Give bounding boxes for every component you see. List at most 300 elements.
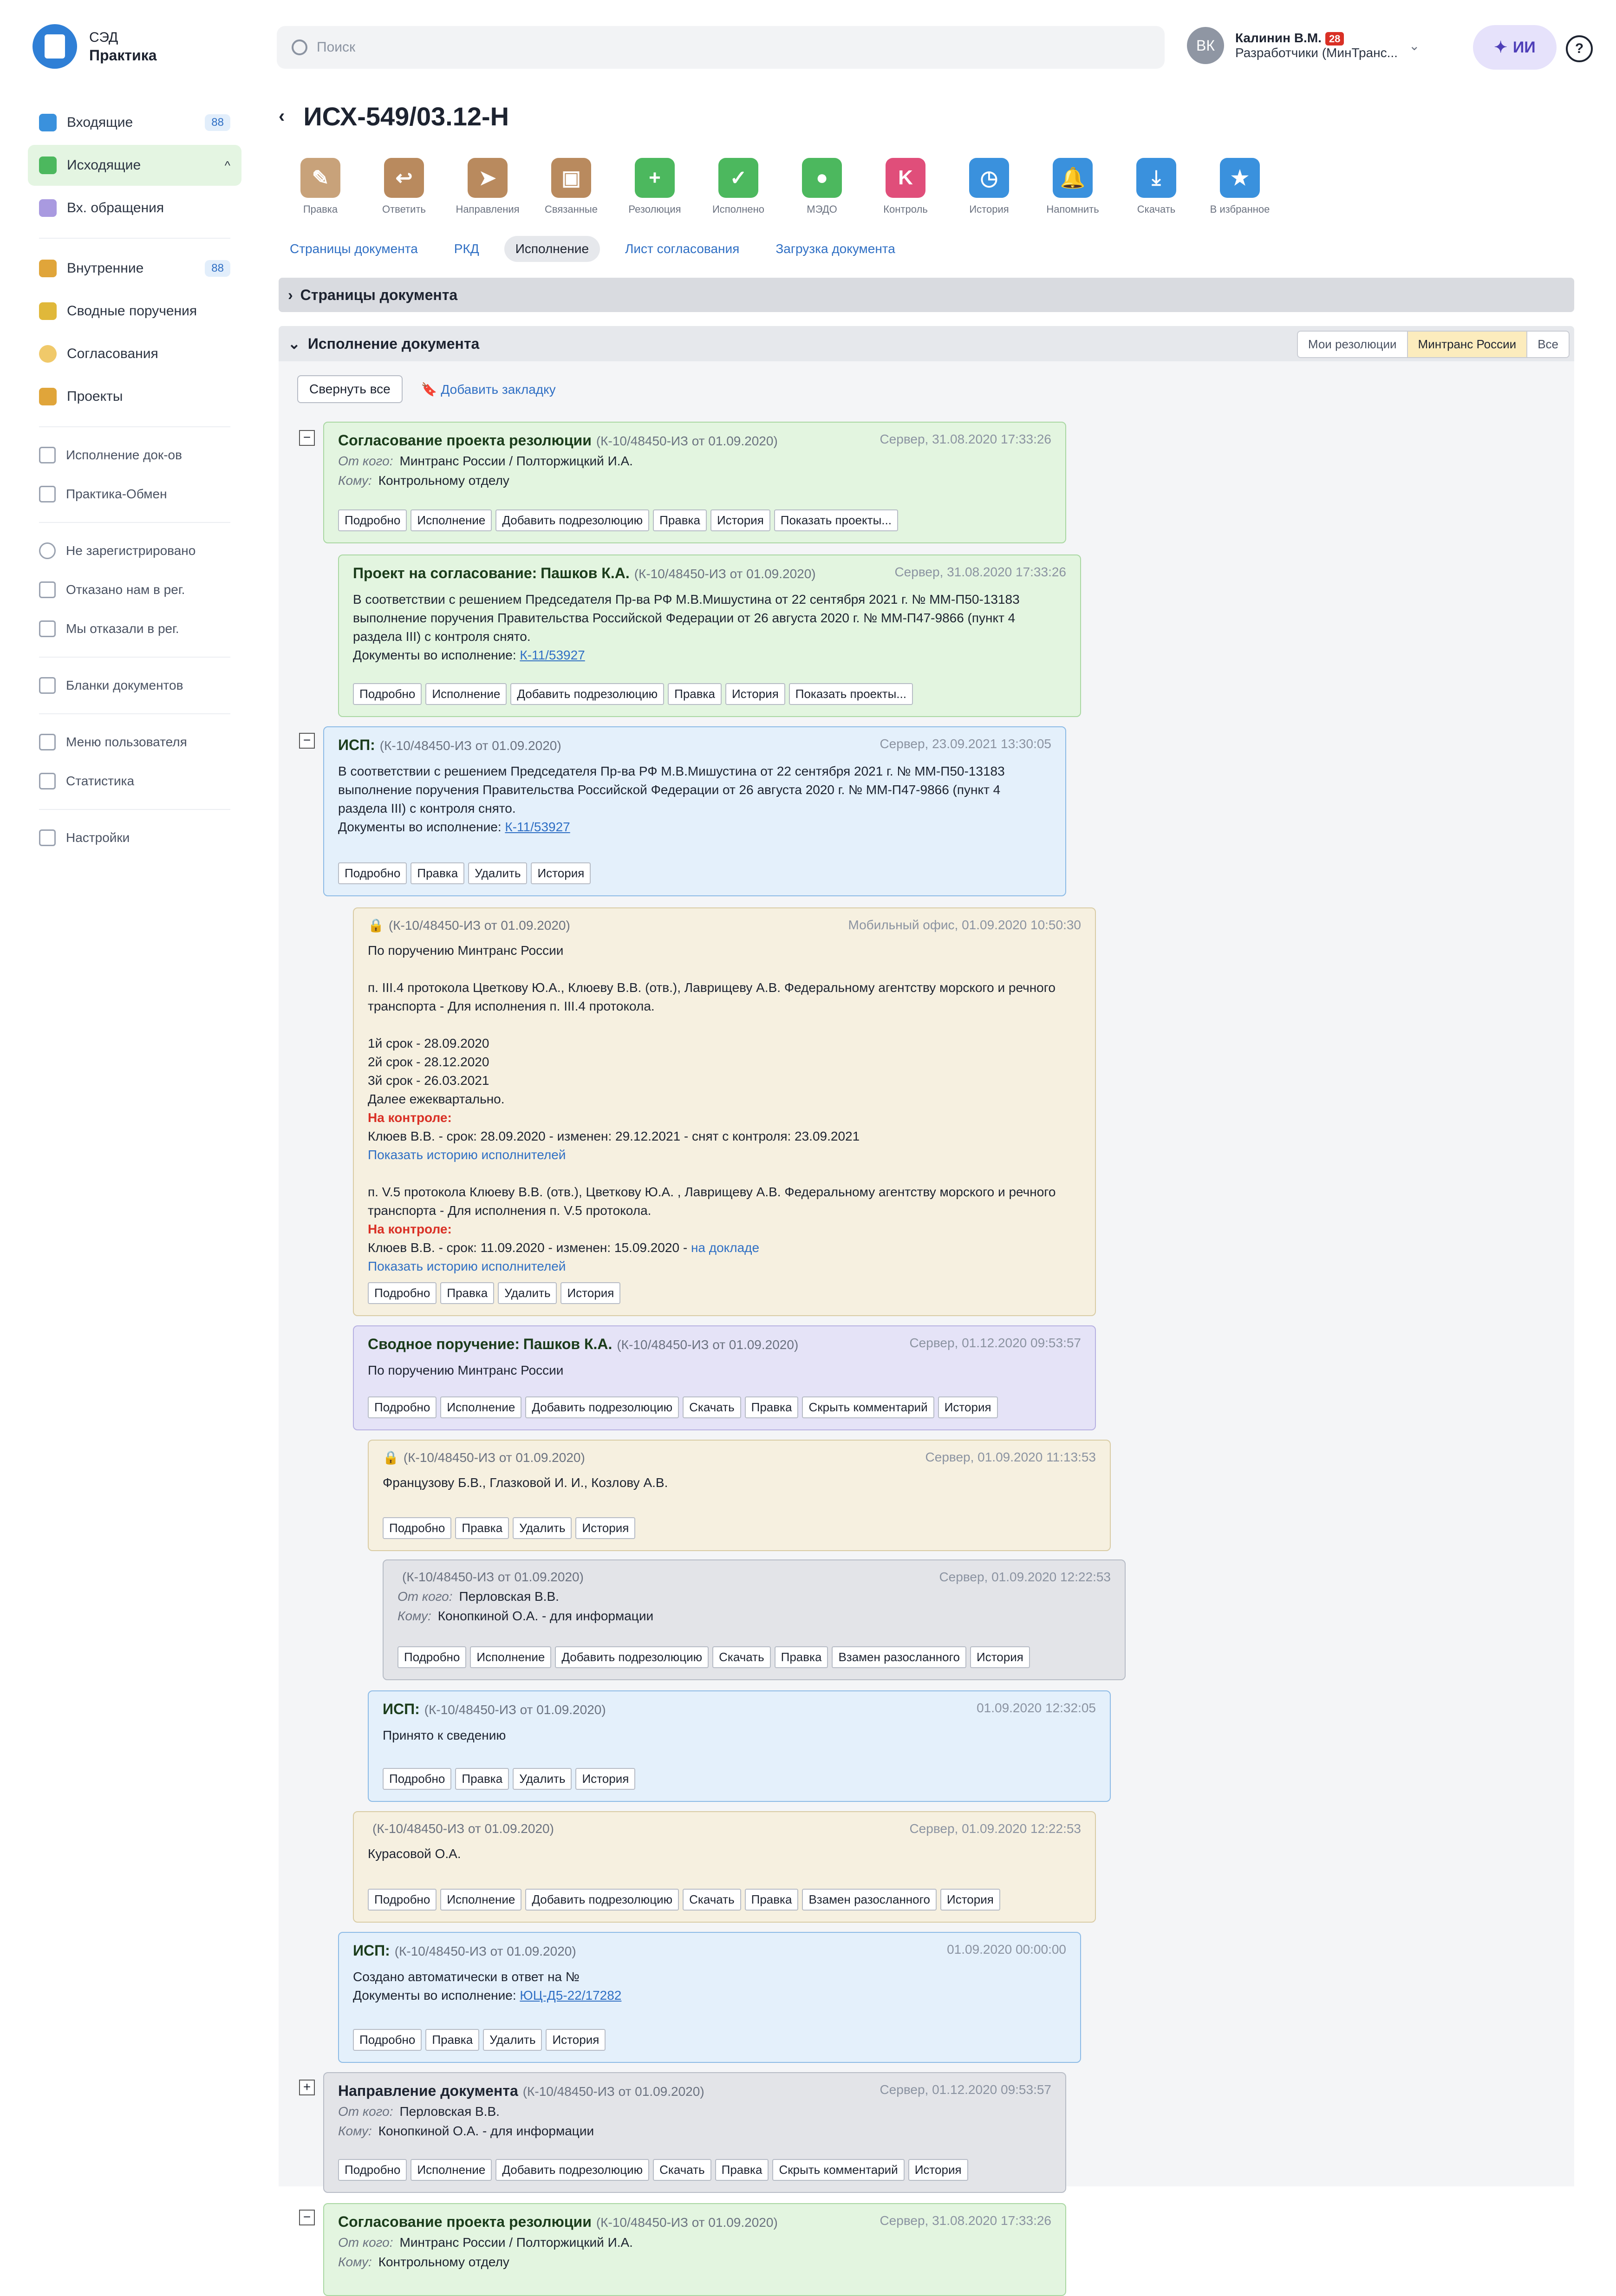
back-icon[interactable]: ‹ [279, 105, 285, 126]
search-input[interactable] [277, 26, 1165, 69]
card-title: ИСП: [353, 1942, 390, 1959]
resolution-filter [1297, 331, 1570, 358]
from-value: Перловская В.В. [399, 2104, 500, 2119]
to-value: Конопкиной О.А. - для информации [378, 2124, 594, 2138]
card-action-button[interactable]: Взамен разосланного [802, 1889, 937, 1911]
tool-label: Скачать [1137, 203, 1176, 215]
divider [39, 426, 230, 427]
doc-link[interactable]: К-11/53927 [505, 820, 570, 834]
card-action-button[interactable]: Исполнение [470, 1646, 551, 1668]
card-number: (К-10/48450-ИЗ от 01.09.2020) [634, 567, 816, 581]
bookmark-icon: 🔖 [421, 382, 441, 397]
card-number: (К-10/48450-ИЗ от 01.09.2020) [617, 1337, 799, 1352]
tool-label: Ответить [382, 203, 426, 215]
status-link[interactable]: на докладе [691, 1240, 760, 1255]
clock-icon [39, 542, 56, 559]
tool-icon: ◷ [969, 158, 1009, 198]
card-action-button[interactable]: Правка [425, 2029, 479, 2051]
card-action-button[interactable]: Удалить [513, 1517, 572, 1539]
person-icon [39, 199, 57, 217]
card-actions [338, 509, 898, 531]
sparkle-icon: ✦ [1494, 39, 1507, 56]
tool-icon: ➤ [468, 158, 508, 198]
card-direction [383, 1559, 1126, 1680]
divider [39, 809, 230, 810]
card-actions [353, 683, 913, 705]
card-text: 2й срок - 28.12.2020 [368, 1055, 489, 1069]
card-time: Сервер, 01.12.2020 09:53:57 [880, 2082, 1051, 2097]
tool-label: Резолюция [628, 203, 681, 215]
card-action-button[interactable]: Скачать [653, 2159, 711, 2181]
avatar: ВК [1187, 27, 1224, 64]
card-action-button[interactable]: История [938, 1396, 998, 1418]
tool-label: Исполнено [712, 203, 765, 215]
tool-4[interactable] [613, 158, 697, 215]
doc-link[interactable]: К-11/53927 [520, 648, 585, 662]
sidebar-item-we-refused[interactable] [28, 610, 241, 647]
section-title: Страницы документа [300, 286, 458, 303]
help-icon[interactable]: ? [1566, 35, 1593, 62]
card-title: Согласование проекта резолюции [338, 2213, 592, 2230]
card-action-button[interactable]: История [710, 509, 770, 531]
lock-icon: 🔒 [383, 1450, 399, 1465]
card-action-button[interactable]: Скачать [683, 1889, 741, 1911]
card-action-button[interactable]: Удалить [513, 1768, 572, 1790]
card-number: (К-10/48450-ИЗ от 01.09.2020) [402, 1570, 584, 1584]
card-action-button[interactable]: Подробно [338, 862, 407, 884]
sidebar-item-label: Меню пользователя [66, 735, 187, 749]
card-action-button[interactable]: Подробно [383, 1768, 451, 1790]
to-value: Контрольному отделу [378, 473, 509, 488]
tool-label: Правка [303, 203, 338, 215]
card-title: Сводное поручение: [368, 1336, 520, 1352]
field-label: Кому: [338, 2124, 372, 2138]
card-actions [368, 1889, 1000, 1911]
tool-label: Связанные [545, 203, 598, 215]
control-label: На контроле: [368, 1110, 452, 1125]
card-action-button[interactable]: Исполнение [440, 1889, 521, 1911]
sidebar-item-forms[interactable] [28, 667, 241, 704]
collapse-all-button[interactable]: Свернуть все [297, 375, 403, 403]
card-time: Сервер, 23.09.2021 13:30:05 [880, 737, 1051, 751]
tool-9[interactable] [1031, 158, 1114, 215]
card-kurasova [353, 1811, 1096, 1923]
chevron-down-icon[interactable]: ⌄ [288, 335, 300, 352]
notification-badge: 28 [1325, 32, 1344, 46]
card-body: В соответствии с решением Председателя Пр-ва РФ М.В.Мишустина от 22 сентября 2021 г. № ММ-П50-13183 выполнение поручения Правительства Российской Федерации от 26 августа 2020 г. № ММ-П47-9866 (пункт 4 раздела III) с контроля снято. [338, 764, 1005, 815]
sidebar-item-label: Сводные поручения [67, 303, 197, 319]
card-action-button[interactable]: Правка [775, 1646, 828, 1668]
card-number: (К-10/48450-ИЗ от 01.09.2020) [596, 2215, 778, 2230]
sidebar-item-user-menu[interactable] [28, 724, 241, 761]
card-text: Клюев В.В. - срок: 28.09.2020 - изменен: 29.12.2021 - снят с контроля: 23.09.2021 [368, 1129, 860, 1143]
card-number: (К-10/48450-ИЗ от 01.09.2020) [403, 1450, 585, 1465]
card-action-button[interactable]: Исполнение [411, 2159, 492, 2181]
card-action-button[interactable]: Добавить подрезолюцию [495, 2159, 649, 2181]
card-body: В соответствии с решением Председателя Пр-ва РФ М.В.Мишустина от 22 сентября 2021 г. № ММ-П50-13183 выполнение поручения Правительства Российской Федерации от 26 августа 2020 г. № ММ-П47-9866 (пункт 4 раздела III) с контроля снято. [353, 592, 1020, 644]
tool-icon: ✎ [300, 158, 340, 198]
card-isp-auto [338, 1932, 1081, 2063]
tool-6[interactable] [780, 158, 864, 215]
field-label: Документы во исполнение: [338, 820, 502, 834]
card-number: (К-10/48450-ИЗ от 01.09.2020) [379, 738, 561, 753]
sidebar-nav [28, 102, 241, 858]
sidebar-item-summary[interactable] [28, 291, 241, 332]
field-label: Кому: [338, 473, 372, 488]
doc-header [279, 93, 1574, 139]
main-content [279, 93, 1574, 2269]
form-icon [39, 677, 56, 694]
tool-7[interactable] [864, 158, 947, 215]
card-text: По поручению Минтранс России [368, 943, 564, 958]
filter-my[interactable]: Мои резолюции [1298, 332, 1408, 357]
card-action-button[interactable]: История [560, 1282, 620, 1304]
refuse-icon [39, 581, 56, 598]
section-pages[interactable] [279, 278, 1574, 312]
pencil-icon [39, 388, 57, 405]
card-action-button[interactable]: Скрыть комментарий [802, 1396, 934, 1418]
card-time: Мобильный офис, 01.09.2020 10:50:30 [848, 918, 1081, 932]
user-role: Разработчики (МинТранс... [1235, 46, 1398, 60]
card-isp [323, 726, 1066, 896]
card-action-button[interactable]: Правка [440, 1282, 494, 1304]
tool-icon: ✓ [718, 158, 758, 198]
tool-label: История [969, 203, 1009, 215]
divider [39, 657, 230, 658]
card-time: Сервер, 31.08.2020 17:33:26 [880, 432, 1051, 446]
card-body: Создано автоматически в ответ на № [353, 1970, 580, 1984]
from-value: Минтранс России / Полторжицкий И.А. [399, 454, 633, 468]
sidebar-item-label: Исходящие [67, 157, 141, 173]
user-info [1235, 31, 1398, 60]
refuse-icon [39, 620, 56, 637]
sidebar-item-label: Проекты [67, 389, 123, 404]
card-action-button[interactable]: Правка [745, 1396, 799, 1418]
card-title: Направление документа [338, 2082, 518, 2099]
card-action-button[interactable]: Добавить подрезолюцию [510, 683, 664, 705]
card-text: 1й срок - 28.09.2020 [368, 1036, 489, 1050]
tool-11[interactable] [1198, 158, 1282, 215]
card-action-button[interactable]: Показать проекты... [789, 683, 913, 705]
card-action-button[interactable]: Правка [745, 1889, 799, 1911]
card-summary-order [353, 1325, 1096, 1430]
sidebar-item-stats[interactable] [28, 763, 241, 800]
card-time: Сервер, 31.08.2020 17:33:26 [894, 565, 1066, 579]
card-approval [323, 422, 1066, 543]
history-link[interactable]: Показать историю исполнителей [368, 1148, 566, 1162]
expand-toggle[interactable]: + [299, 2080, 315, 2095]
card-number: (К-10/48450-ИЗ от 01.09.2020) [424, 1702, 606, 1717]
card-action-button[interactable]: Исполнение [411, 509, 492, 531]
card-action-button[interactable]: История [970, 1646, 1030, 1668]
to-value: Контрольному отделу [378, 2255, 509, 2269]
check-icon [39, 345, 57, 363]
card-approval-2 [323, 2203, 1066, 2296]
tool-icon: ★ [1220, 158, 1260, 198]
card-actions [368, 1282, 620, 1304]
doc-link[interactable]: ЮЦ-Д5-22/17282 [520, 1988, 622, 2002]
sidebar-item-execution[interactable] [28, 437, 241, 474]
card-author: Пашков К.А. [541, 565, 630, 581]
card-time: Сервер, 31.08.2020 17:33:26 [880, 2213, 1051, 2228]
card-document-direction [323, 2072, 1066, 2193]
sidebar-item-exchange[interactable] [28, 476, 241, 513]
card-action-button[interactable]: Взамен разосланного [832, 1646, 966, 1668]
from-value: Перловская В.В. [459, 1589, 559, 1604]
card-action-button[interactable]: Правка [653, 509, 707, 531]
sidebar-item-internal[interactable] [28, 248, 241, 289]
section-execution [279, 326, 1574, 361]
divider [39, 713, 230, 714]
card-body: Французову Б.В., Глазковой И. И., Козлову А.В. [383, 1475, 668, 1490]
card-action-button[interactable]: История [575, 1517, 635, 1539]
outgoing-icon [39, 157, 57, 174]
filter-all[interactable]: Все [1527, 332, 1569, 357]
card-actions [338, 862, 591, 884]
sidebar-item-label: Согласования [67, 346, 158, 361]
card-action-button[interactable]: История [531, 862, 591, 884]
tree-controls [297, 375, 1574, 403]
card-time: 01.09.2020 00:00:00 [947, 1942, 1066, 1957]
field-label: От кого: [338, 454, 393, 468]
card-action-button[interactable]: Добавить подрезолюцию [495, 509, 649, 531]
history-link[interactable]: Показать историю исполнителей [368, 1259, 566, 1273]
tool-label: В избранное [1210, 203, 1270, 215]
card-action-button[interactable]: Скачать [683, 1396, 741, 1418]
card-resolution [353, 907, 1096, 1316]
top-bar [277, 24, 1596, 71]
card-text: Клюев В.В. - срок: 11.09.2020 - изменен: 15.09.2020 - [368, 1240, 688, 1255]
sidebar-item-outgoing[interactable] [28, 145, 241, 186]
lock-icon: 🔒 [368, 918, 384, 933]
count-badge: 88 [205, 114, 230, 131]
count-badge: 88 [205, 260, 230, 277]
tool-icon: K [886, 158, 925, 198]
field-label: Документы во исполнение: [353, 648, 516, 662]
field-label: Кому: [338, 2255, 372, 2269]
control-label: На контроле: [368, 1222, 452, 1236]
sidebar-item-appeals[interactable] [28, 188, 241, 228]
card-action-button[interactable]: Удалить [498, 1282, 557, 1304]
tool-label: Направления [456, 203, 520, 215]
sidebar-item-label: Не зарегистрировано [66, 543, 196, 558]
card-text: 3й срок - 26.03.2021 [368, 1073, 489, 1088]
tab-execution[interactable]: Исполнение [504, 236, 600, 262]
sidebar-item-label: Внутренние [67, 261, 144, 276]
tool-icon: ↩ [384, 158, 424, 198]
chevron-down-icon[interactable]: ⌄ [1408, 38, 1420, 53]
sidebar-item-refused-us[interactable] [28, 571, 241, 608]
card-number: (К-10/48450-ИЗ от 01.09.2020) [522, 2084, 704, 2099]
card-action-button[interactable]: История [546, 2029, 606, 2051]
card-actions [397, 1646, 1030, 1668]
filter-ministry[interactable]: Минтранс России [1408, 332, 1528, 357]
card-actions [383, 1768, 635, 1790]
card-action-button[interactable]: Показать проекты... [774, 509, 898, 531]
tool-label: Контроль [883, 203, 928, 215]
card-action-button[interactable]: Подробно [368, 1396, 437, 1418]
card-actions [368, 1396, 998, 1418]
doc-toolbar [279, 158, 1574, 215]
user-menu[interactable] [1187, 27, 1420, 64]
chevron-right-icon: › [288, 286, 293, 303]
tool-label: Напомнить [1046, 203, 1099, 215]
card-action-button[interactable]: Подробно [368, 1889, 437, 1911]
card-action-button[interactable]: Скачать [712, 1646, 771, 1668]
card-action-button[interactable]: Добавить подрезолюцию [555, 1646, 709, 1668]
card-time: 01.09.2020 12:32:05 [977, 1701, 1096, 1715]
card-project [338, 554, 1081, 717]
from-value: Минтранс России / Полторжицкий И.А. [399, 2235, 633, 2250]
tool-0[interactable] [279, 158, 362, 215]
field-label: Кому: [397, 1609, 431, 1623]
card-action-button[interactable]: Подробно [338, 2159, 407, 2181]
sidebar-item-settings[interactable] [28, 819, 241, 856]
card-body: Принято к сведению [383, 1728, 506, 1742]
card-action-button[interactable]: Правка [715, 2159, 769, 2181]
sidebar-item-label: Вх. обращения [67, 200, 164, 215]
collapse-toggle[interactable]: − [299, 2210, 315, 2225]
tool-5[interactable] [697, 158, 780, 215]
card-action-button[interactable]: Подробно [383, 1517, 451, 1539]
collapse-toggle[interactable]: − [299, 430, 315, 446]
inbox-icon [39, 114, 57, 131]
sidebar-item-label: Мы отказали в рег. [66, 621, 179, 636]
collapse-toggle[interactable]: − [299, 733, 315, 749]
settings-icon [39, 829, 56, 846]
field-label: Документы во исполнение: [353, 1988, 516, 2002]
card-action-button[interactable]: Подробно [353, 2029, 422, 2051]
card-action-button[interactable]: Добавить подрезолюцию [525, 1889, 679, 1911]
card-number: (К-10/48450-ИЗ от 01.09.2020) [596, 434, 778, 448]
card-text: п. III.4 протокола Цветкову Ю.А., Клюеву В.В. (отв.), Лаврищеву А.В. Федеральному агентству морского и речного транспорта - Для исполнения п. III.4 протокола. [368, 980, 1056, 1013]
tool-1[interactable] [362, 158, 446, 215]
card-isp-accepted [368, 1690, 1111, 1802]
card-body: По поручению Минтранс России [368, 1363, 564, 1377]
sidebar-item-label: Входящие [67, 115, 133, 130]
tool-2[interactable] [446, 158, 529, 215]
card-action-button[interactable]: Подробно [338, 509, 407, 531]
doc-tabs [279, 234, 1574, 264]
card-action-button[interactable]: Правка [411, 862, 464, 884]
card-time: Сервер, 01.12.2020 09:53:57 [909, 1336, 1081, 1350]
refresh-icon [39, 260, 57, 277]
to-value: Конопкиной О.А. - для информации [437, 1609, 654, 1623]
user-name: Калинин В.М. 28 [1235, 31, 1398, 46]
tool-3[interactable] [529, 158, 613, 215]
sidebar-item-label: Статистика [66, 774, 135, 788]
exchange-icon [39, 486, 56, 502]
card-sub-resolution [368, 1440, 1111, 1551]
sidebar [0, 0, 260, 2285]
sidebar-item-inbox[interactable] [28, 102, 241, 143]
tool-icon: 🔔 [1053, 158, 1093, 198]
tool-10[interactable] [1114, 158, 1198, 215]
divider [39, 522, 230, 523]
card-action-button[interactable]: Подробно [353, 683, 422, 705]
tab-upload[interactable]: Загрузка документа [775, 241, 895, 256]
card-action-button[interactable]: Скрыть комментарий [772, 2159, 904, 2181]
card-action-button[interactable]: История [908, 2159, 968, 2181]
tool-icon: ● [802, 158, 842, 198]
merge-icon [39, 302, 57, 320]
chart-icon [39, 773, 56, 789]
card-number: (К-10/48450-ИЗ от 01.09.2020) [388, 918, 570, 933]
tab-approval-sheet[interactable]: Лист согласования [625, 241, 740, 256]
execution-tree [279, 361, 1574, 2269]
app-name: СЭД Практика [89, 30, 157, 64]
card-author: Пашков К.А. [523, 1336, 613, 1352]
card-action-button[interactable]: Исполнение [440, 1396, 521, 1418]
logo-icon [33, 24, 77, 69]
card-action-button[interactable]: Правка [455, 1517, 509, 1539]
card-text: п. V.5 протокола Клюеву В.В. (отв.), Цветкову Ю.А. , Лаврищеву А.В. Федеральному агентству морского и речного транспорта - Для исполнения п. V.5 протокола. [368, 1185, 1056, 1218]
tool-label: МЭДО [807, 203, 837, 215]
card-action-button[interactable]: Подробно [397, 1646, 466, 1668]
card-action-button[interactable]: Правка [668, 683, 722, 705]
tool-8[interactable] [947, 158, 1031, 215]
sidebar-item-projects[interactable] [28, 376, 241, 417]
section-title: Исполнение документа [307, 335, 480, 352]
card-time: Сервер, 01.09.2020 12:22:53 [939, 1570, 1111, 1584]
field-label: От кого: [338, 2104, 393, 2119]
tool-icon: + [635, 158, 675, 198]
tab-rkd[interactable]: РКД [454, 241, 479, 256]
card-action-button[interactable]: История [725, 683, 785, 705]
ai-button[interactable]: ✦ ИИ [1473, 25, 1557, 70]
sidebar-item-unregistered[interactable] [28, 532, 241, 569]
card-action-button[interactable]: Подробно [368, 1282, 437, 1304]
sidebar-item-label: Бланки документов [66, 678, 183, 692]
card-action-button[interactable]: Удалить [468, 862, 527, 884]
document-icon [39, 447, 56, 463]
card-time: Сервер, 01.09.2020 11:13:53 [925, 1450, 1096, 1464]
card-title: ИСП: [338, 737, 375, 753]
search-icon [292, 39, 307, 55]
field-label: От кого: [397, 1589, 453, 1604]
search-placeholder: Поиск [317, 39, 356, 55]
tool-icon: ⤓ [1136, 158, 1176, 198]
field-label: От кого: [338, 2235, 393, 2250]
card-text: Далее ежеквартально. [368, 1092, 505, 1106]
sidebar-item-approvals[interactable] [28, 333, 241, 374]
grid-icon [39, 734, 56, 750]
tab-pages[interactable]: Страницы документа [290, 241, 418, 256]
divider [39, 238, 230, 239]
card-action-button[interactable]: История [575, 1768, 635, 1790]
app-logo[interactable] [33, 24, 157, 69]
tool-icon: ▣ [551, 158, 591, 198]
card-action-button[interactable]: История [940, 1889, 1000, 1911]
card-action-button[interactable]: Исполнение [425, 683, 507, 705]
sidebar-item-label: Практика-Обмен [66, 487, 167, 501]
card-time: Сервер, 01.09.2020 12:22:53 [909, 1821, 1081, 1836]
card-action-button[interactable]: Удалить [483, 2029, 542, 2051]
sidebar-item-label: Исполнение док-ов [66, 448, 182, 462]
card-body: Курасовой О.А. [368, 1846, 461, 1861]
page-title: ИСХ-549/03.12-Н [303, 101, 509, 131]
sidebar-item-label: Отказано нам в рег. [66, 582, 185, 597]
sidebar-item-label: Настройки [66, 830, 130, 845]
card-title: Согласование проекта резолюции [338, 432, 592, 449]
card-actions [338, 2159, 968, 2181]
chevron-up-icon: ^ [224, 158, 230, 172]
card-actions [353, 2029, 606, 2051]
card-action-button[interactable]: Правка [455, 1768, 509, 1790]
card-action-button[interactable]: Добавить подрезолюцию [525, 1396, 679, 1418]
card-number: (К-10/48450-ИЗ от 01.09.2020) [372, 1821, 554, 1836]
add-bookmark-link[interactable]: 🔖 Добавить закладку [421, 382, 556, 397]
